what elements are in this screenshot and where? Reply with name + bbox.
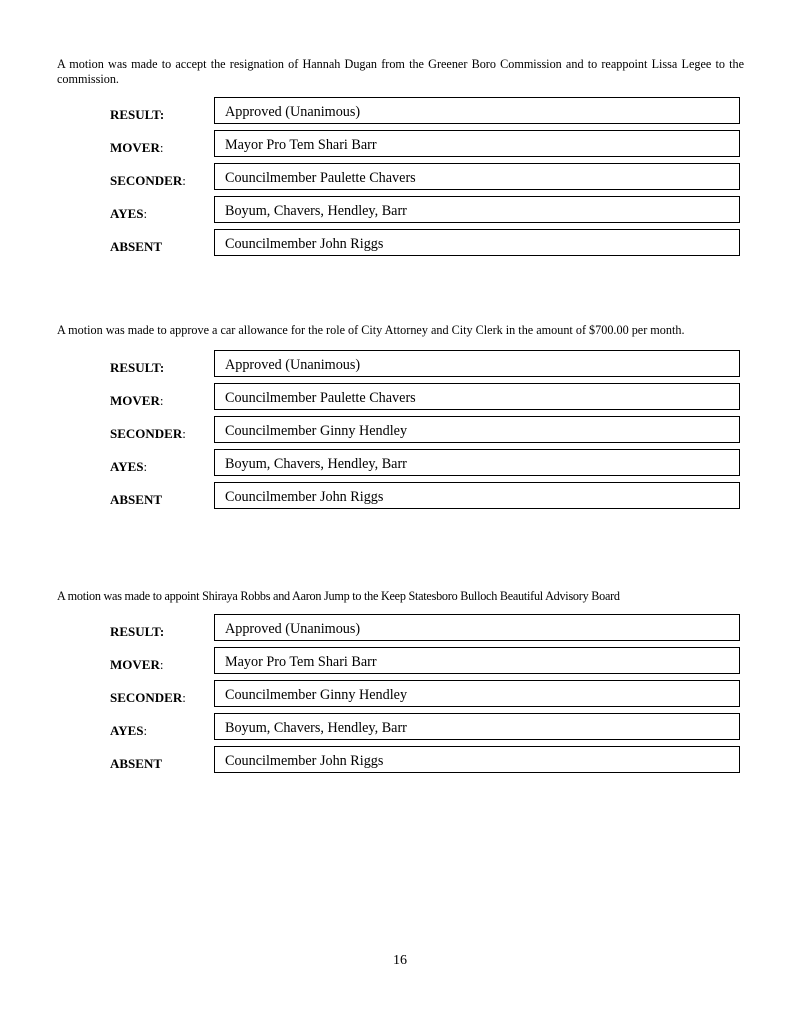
absent-row: [110, 746, 744, 779]
motion-2: [57, 323, 744, 515]
motion-text: A motion was made to accept the resignation of Hannah Dugan from the Greener Boro Commission and to reappoint Lissa Legee to the commission.: [57, 57, 744, 86]
mover-label: MOVER: [110, 140, 160, 155]
mover-value: Mayor Pro Tem Shari Barr: [214, 130, 740, 157]
ayes-row: AYES: Boyum, Chavers, Hendley, Barr: [110, 713, 744, 746]
mover-value: Councilmember Paulette Chavers: [214, 383, 740, 410]
ayes-value: Boyum, Chavers, Hendley, Barr: [214, 449, 740, 476]
vote-table: [110, 97, 744, 262]
ayes-value: Boyum, Chavers, Hendley, Barr: [214, 713, 740, 740]
mover-row: MOVER: Mayor Pro Tem Shari Barr: [110, 130, 744, 163]
absent-label: ABSENT: [110, 756, 163, 771]
seconder-value: Councilmember Ginny Hendley: [214, 416, 740, 443]
result-row: [110, 97, 744, 130]
absent-value: Councilmember John Riggs: [214, 482, 740, 509]
motion-text: A motion was made to approve a car allowance for the role of City Attorney and City Clerk in the amount of $700.00 per month.: [57, 323, 685, 337]
motion-1: [57, 57, 744, 262]
ayes-row: AYES: Boyum, Chavers, Hendley, Barr: [110, 196, 744, 229]
ayes-label: AYES: [110, 459, 144, 474]
seconder-row: SECONDER: Councilmember Ginny Hendley: [110, 416, 744, 449]
ayes-label: AYES: [110, 723, 144, 738]
mover-row: MOVER: Mayor Pro Tem Shari Barr: [110, 647, 744, 680]
absent-label: ABSENT: [110, 492, 163, 507]
absent-row: [110, 482, 744, 515]
result-label: RESULT:: [110, 360, 165, 375]
seconder-label: SECONDER: [110, 690, 183, 705]
result-value: Approved (Unanimous): [214, 97, 740, 124]
seconder-value: Councilmember Paulette Chavers: [214, 163, 740, 190]
mover-value: Mayor Pro Tem Shari Barr: [214, 647, 740, 674]
mover-label: MOVER: [110, 657, 160, 672]
ayes-row: AYES: Boyum, Chavers, Hendley, Barr: [110, 449, 744, 482]
seconder-row: SECONDER: Councilmember Ginny Hendley: [110, 680, 744, 713]
absent-value: Councilmember John Riggs: [214, 746, 740, 773]
vote-table: [110, 350, 744, 515]
result-value: Approved (Unanimous): [214, 350, 740, 377]
ayes-label: AYES: [110, 206, 144, 221]
seconder-label: SECONDER: [110, 426, 183, 441]
seconder-value: Councilmember Ginny Hendley: [214, 680, 740, 707]
page-number: 16: [393, 953, 407, 968]
vote-table: [110, 614, 744, 779]
result-label: RESULT:: [110, 107, 165, 122]
absent-label: ABSENT: [110, 239, 163, 254]
result-label: RESULT:: [110, 624, 165, 639]
motion-text: A motion was made to appoint Shiraya Robbs and Aaron Jump to the Keep Statesboro Bulloch Beautiful Advisory Board: [57, 589, 620, 603]
motion-3: [57, 589, 744, 779]
seconder-row: SECONDER: Councilmember Paulette Chavers: [110, 163, 744, 196]
result-row: [110, 614, 744, 647]
result-row: [110, 350, 744, 383]
absent-row: [110, 229, 744, 262]
result-value: Approved (Unanimous): [214, 614, 740, 641]
ayes-value: Boyum, Chavers, Hendley, Barr: [214, 196, 740, 223]
mover-label: MOVER: [110, 393, 160, 408]
seconder-label: SECONDER: [110, 173, 183, 188]
absent-value: Councilmember John Riggs: [214, 229, 740, 256]
mover-row: MOVER: Councilmember Paulette Chavers: [110, 383, 744, 416]
